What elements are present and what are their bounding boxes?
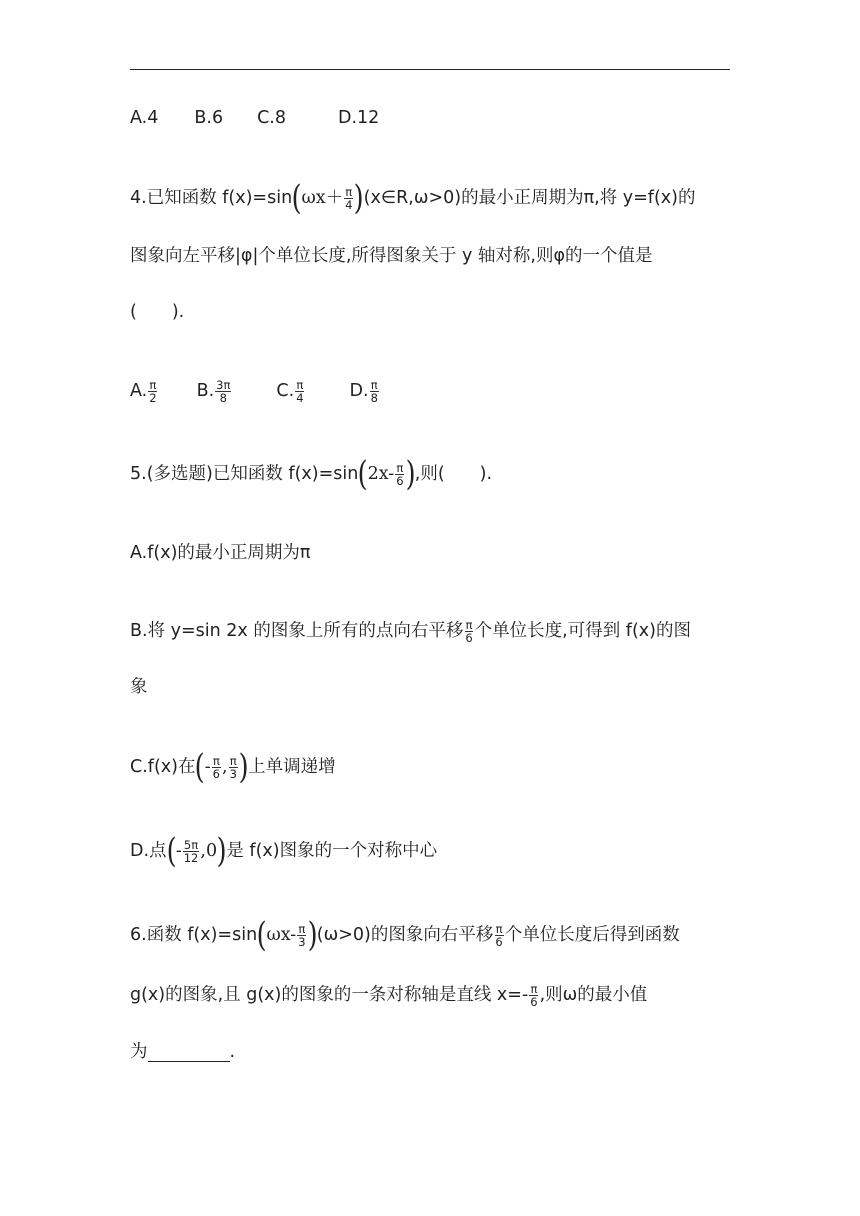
fraction-pi-over-4: $\frac{\pi}{4}$ [345,184,353,212]
q6-stem-line2: g(x)的图象,且 g(x)的图象的一条对称轴是直线 x=- $\frac{\pi}{6}$ ,则ω的最小值 [130,981,648,1009]
fraction-pi-over-6: $\frac{\pi}{6}$ [396,460,404,488]
fraction-5pi-over-12: $\frac{5\pi}{12}$ [183,837,199,865]
q3-option-c: C.8 [257,108,286,128]
q5-stem: 5.(多选题)已知函数 f(x)=sin ( 2x- $\frac{\pi}{6}$ ) ,则( ). [130,454,493,494]
header-rule [130,69,730,70]
q6-stem-line1: 6.函数 f(x)=sin ( ωx- $\frac{\pi}{3}$ ) (ω>0)的图象向右平移 $\frac{\pi}{6}$ 个单位长度后得到函数 [130,915,680,955]
fraction-pi-over-3: $\frac{\pi}{3}$ [298,921,306,949]
q3-option-d: D.12 [338,108,380,128]
q3-options [130,103,379,133]
fraction-pi-over-2: $\frac{\pi}{2}$ [149,377,157,405]
q4-stem-line2: 图象向左平移|φ|个单位长度,所得图象关于 y 轴对称,则φ的一个值是 [130,246,653,266]
q4-options: A. $\frac{\pi}{2}$ B. $\frac{3\pi}{8}$ C. $\frac{\pi}{4}$ D. $\frac{\pi}{8}$ [130,377,378,405]
fraction-pi-over-6: $\frac{\pi}{6}$ [530,981,538,1009]
q5-option-b-line1: B.将 y=sin 2x 的图象上所有的点向右平移 $\frac{\pi}{6}$ 个单位长度,可得到 f(x)的图 [130,617,691,645]
q6-stem-line3: 为 . [130,1042,236,1062]
q5-option-d: D.点 ( - $\frac{5\pi}{12}$ , 0 ) 是 f(x)图象的一个对称中心 [130,831,438,871]
fraction-pi-over-4: $\frac{\pi}{4}$ [296,377,304,405]
q4-stem-line3: ( ). [130,302,185,322]
q5-option-a: A.f(x)的最小正周期为π [130,543,311,563]
fraction-pi-over-3: $\frac{\pi}{3}$ [229,753,237,781]
answer-blank[interactable] [148,1043,230,1062]
fraction-3pi-over-8: $\frac{3\pi}{8}$ [216,377,231,405]
fraction-pi-over-8: $\frac{\pi}{8}$ [370,377,378,405]
q5-option-c: C.f(x)在 ( - $\frac{\pi}{6}$ , $\frac{\pi}{3}$ ) 上单调递增 [130,747,336,787]
fraction-pi-over-6: $\frac{\pi}{6}$ [465,617,473,645]
q5-option-b-line2: 象 [130,677,148,697]
q3-option-b: B.6 [194,108,224,128]
q3-option-a: A.4 [130,108,159,128]
fraction-pi-over-6: $\frac{\pi}{6}$ [212,753,220,781]
fraction-pi-over-6: $\frac{\pi}{6}$ [495,921,503,949]
q4-stem-line1: 4.已知函数 f(x)=sin ( ωx＋ $\frac{\pi}{4}$ ) (x∈R,ω>0)的最小正周期为π,将 y=f(x)的 [130,178,696,218]
